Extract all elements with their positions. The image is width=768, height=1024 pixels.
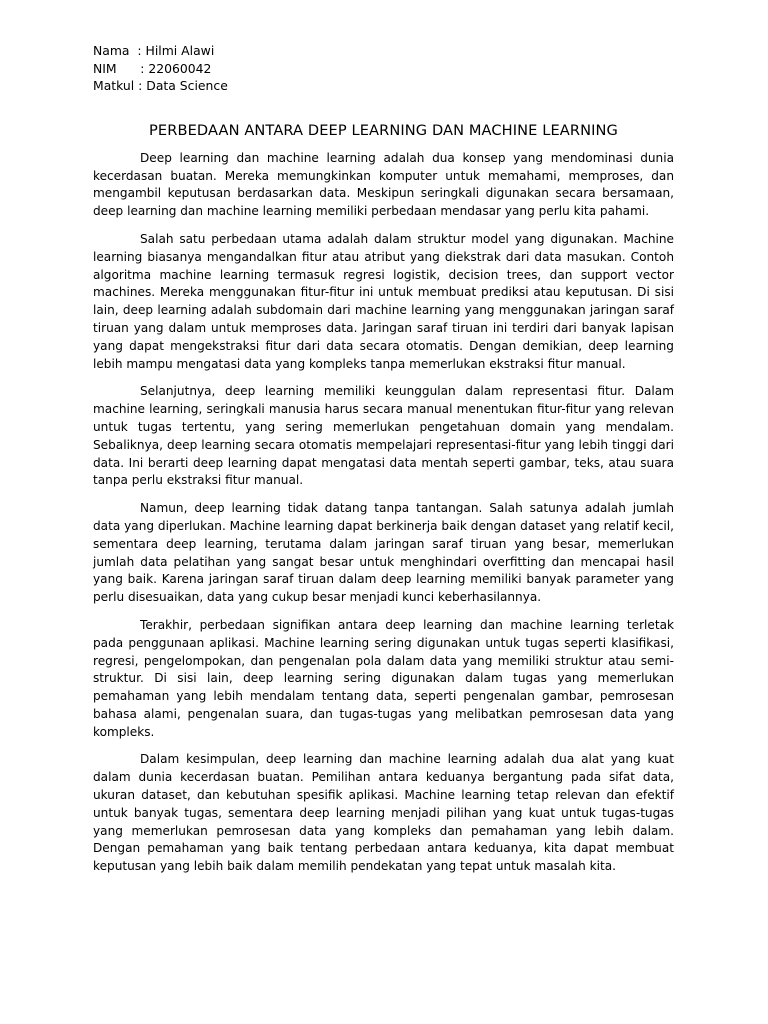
course-line: Matkul : Data Science xyxy=(93,78,228,94)
student-info xyxy=(93,42,674,95)
document-title: PERBEDAAN ANTARA DEEP LEARNING DAN MACHINE LEARNING xyxy=(149,121,618,139)
paragraph-conclusion: Dalam kesimpulan, deep learning dan machine learning adalah dua alat yang kuat dalam dunia kecerdasan buatan. Pemilihan antara keduanya bergantung pada sifat data, ukuran dataset, dan kebutuhan spesifik aplikasi. Machine learning tetap relevan dan efektif untuk banyak tugas, sementara deep learning menjadi pilihan yang kuat untuk tugas-tugas yang memerlukan pemrosesan data yang kompleks dan pemahaman yang lebih dalam. Dengan pemahaman yang baik tentang perbedaan antara keduanya, kita dapat membuat keputusan yang lebih baik dalam memilih pendekatan yang tepat untuk masalah kita. xyxy=(93,752,674,874)
student-nim-line: NIM : 22060042 xyxy=(93,60,212,76)
paragraph-data-requirements: Namun, deep learning tidak datang tanpa tantangan. Salah satunya adalah jumlah data yang diperlukan. Machine learning dapat berkinerja baik dengan dataset yang relatif kecil, sementara deep learning, terutama dalam jaringan saraf tiruan yang besar, memerlukan jumlah data pelatihan yang sangat besar untuk menghindari overfitting dan mencapai hasil yang baik. Karena jaringan saraf tiruan dalam deep learning memiliki banyak parameter yang perlu disesuaikan, data yang cukup besar menjadi kunci keberhasilannya. xyxy=(93,501,674,605)
paragraph-feature-representation: Selanjutnya, deep learning memiliki keunggulan dalam representasi fitur. Dalam machine learning, seringkali manusia harus secara manual menentukan fitur-fitur yang relevan untuk tugas tertentu, yang sering memerlukan pengetahuan domain yang mendalam. Sebaliknya, deep learning secara otomatis mempelajari representasi-fitur yang lebih tinggi dari data. Ini berarti deep learning dapat mengatasi data mentah seperti gambar, teks, atau suara tanpa perlu ekstraksi fitur manual. xyxy=(93,384,674,488)
paragraph-model-structure: Salah satu perbedaan utama adalah dalam struktur model yang digunakan. Machine learning biasanya mengandalkan fitur atau atribut yang diekstrak dari data masukan. Contoh algoritma machine learning termasuk regresi logistik, decision trees, dan support vector machines. Mereka menggunakan fitur-fitur ini untuk membuat prediksi atau keputusan. Di sisi lain, deep learning adalah subdomain dari machine learning yang menggunakan jaringan saraf tiruan yang dalam untuk memproses data. Jaringan saraf tiruan ini terdiri dari banyak lapisan yang dapat mengekstraksi fitur dari data secara otomatis. Dengan demikian, deep learning lebih mampu mengatasi data yang kompleks tanpa memerlukan ekstraksi fitur manual. xyxy=(93,231,674,371)
paragraph-applications: Terakhir, perbedaan signifikan antara deep learning dan machine learning terletak pada penggunaan aplikasi. Machine learning sering digunakan untuk tugas seperti klasifikasi, regresi, pengelompokan, dan pengenalan pola dalam data yang memiliki struktur atau semi-struktur. Di sisi lain, deep learning sering digunakan dalam tugas yang memerlukan pemahaman yang lebih mendalam tentang data, seperti pengenalan gambar, pemrosesan bahasa alami, pengenalan suara, dan tugas-tugas yang melibatkan pemrosesan data yang kompleks. xyxy=(93,617,674,739)
document-page xyxy=(93,42,674,886)
student-name-line: Nama : Hilmi Alawi xyxy=(93,43,215,58)
document-body xyxy=(93,150,674,876)
paragraph-intro: Deep learning dan machine learning adalah dua konsep yang mendominasi dunia kecerdasan buatan. Mereka memungkinkan komputer untuk memahami, memproses, dan mengambil keputusan berdasarkan data. Meskipun seringkali digunakan secara bersamaan, deep learning dan machine learning memiliki perbedaan mendasar yang perlu kita pahami. xyxy=(93,150,674,219)
